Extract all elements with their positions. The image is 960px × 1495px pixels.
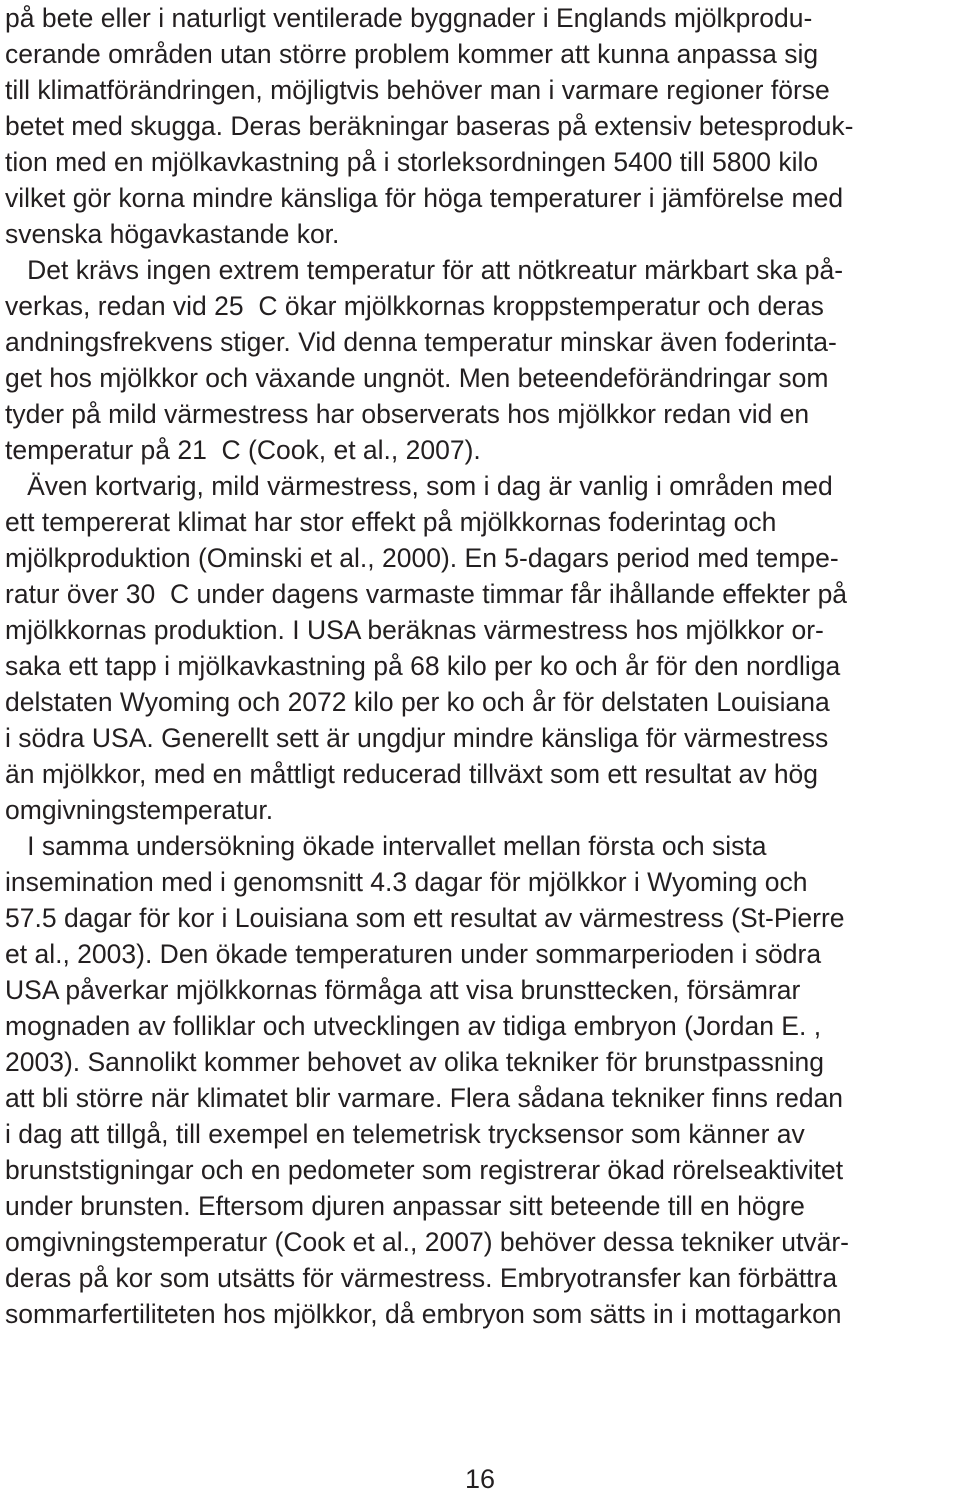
text-line: mjölkproduktion (Ominski et al., 2000). En 5-dagars period med tempe- bbox=[5, 543, 839, 573]
text-line: USA påverkar mjölkkornas förmåga att visa brunsttecken, försämrar bbox=[5, 975, 801, 1005]
text-line: verkas, redan vid 25 C ökar mjölkkornas kroppstemperatur och deras bbox=[5, 291, 824, 321]
text-line: insemination med i genomsnitt 4.3 dagar för mjölkkor i Wyoming och bbox=[5, 867, 808, 897]
text-line: i dag att tillgå, till exempel en telemetrisk trycksensor som känner av bbox=[5, 1119, 805, 1149]
text-line: mjölkkornas produktion. I USA beräknas värmestress hos mjölkkor or- bbox=[5, 615, 824, 645]
text-line: Det krävs ingen extrem temperatur för att nötkreatur märkbart ska på- bbox=[5, 255, 844, 285]
text-line: mognaden av folliklar och utvecklingen av tidiga embryon (Jordan E. , bbox=[5, 1011, 822, 1041]
text-line: i södra USA. Generellt sett är ungdjur mindre känsliga för värmestress bbox=[5, 723, 829, 753]
page-number: 16 bbox=[464, 1464, 496, 1494]
text-line: Även kortvarig, mild värmestress, som i dag är vanlig i områden med bbox=[5, 471, 833, 501]
text-line: sommarfertiliteten hos mjölkkor, då embryon som sätts in i mottagarkon bbox=[5, 1299, 842, 1329]
text-line: att bli större när klimatet blir varmare. Flera sådana tekniker finns redan bbox=[5, 1083, 844, 1113]
body-text bbox=[5, 0, 955, 1332]
text-line: än mjölkkor, med en måttligt reducerad tillväxt som ett resultat av hög bbox=[5, 759, 819, 789]
text-line: ett tempererat klimat har stor effekt på mjölkkornas foderintag och bbox=[5, 507, 777, 537]
text-line: till klimatförändringen, möjligtvis behöver man i varmare regioner förse bbox=[5, 75, 830, 105]
text-line: brunststigningar och en pedometer som registrerar ökad rörelseaktivitet bbox=[5, 1155, 844, 1185]
text-line: tyder på mild värmestress har observerats hos mjölkkor redan vid en bbox=[5, 399, 810, 429]
text-line: vilket gör korna mindre känsliga för höga temperaturer i jämförelse med bbox=[5, 183, 844, 213]
text-line: delstaten Wyoming och 2072 kilo per ko och år för delstaten Louisiana bbox=[5, 687, 830, 717]
text-line: under brunsten. Eftersom djuren anpassar sitt beteende till en högre bbox=[5, 1191, 805, 1221]
text-line: 57.5 dagar för kor i Louisiana som ett resultat av värmestress (St-Pierre bbox=[5, 903, 845, 933]
text-line: cerande områden utan större problem kommer att kunna anpassa sig bbox=[5, 39, 819, 69]
text-line: deras på kor som utsätts för värmestress. Embryotransfer kan förbättra bbox=[5, 1263, 838, 1293]
text-line: omgivningstemperatur. bbox=[5, 795, 274, 825]
text-line: tion med en mjölkavkastning på i storleksordningen 5400 till 5800 kilo bbox=[5, 147, 819, 177]
text-line: andningsfrekvens stiger. Vid denna temperatur minskar även foderinta- bbox=[5, 327, 837, 357]
text-line: ratur över 30 C under dagens varmaste timmar får ihållande effekter på bbox=[5, 579, 848, 609]
text-line: temperatur på 21 C (Cook, et al., 2007). bbox=[5, 435, 481, 465]
text-line: på bete eller i naturligt ventilerade byggnader i Englands mjölkprodu- bbox=[5, 3, 813, 33]
text-line: I samma undersökning ökade intervallet mellan första och sista bbox=[5, 831, 767, 861]
text-line: et al., 2003). Den ökade temperaturen under sommarperioden i södra bbox=[5, 939, 822, 969]
text-line: saka ett tapp i mjölkavkastning på 68 kilo per ko och år för den nordliga bbox=[5, 651, 841, 681]
text-line: get hos mjölkkor och växande ungnöt. Men beteendeförändringar som bbox=[5, 363, 829, 393]
text-line: svenska högavkastande kor. bbox=[5, 219, 340, 249]
text-line: omgivningstemperatur (Cook et al., 2007) behöver dessa tekniker utvär- bbox=[5, 1227, 850, 1257]
text-line: 2003). Sannolikt kommer behovet av olika tekniker för brunstpassning bbox=[5, 1047, 824, 1077]
text-line: betet med skugga. Deras beräkningar baseras på extensiv betesproduk- bbox=[5, 111, 854, 141]
